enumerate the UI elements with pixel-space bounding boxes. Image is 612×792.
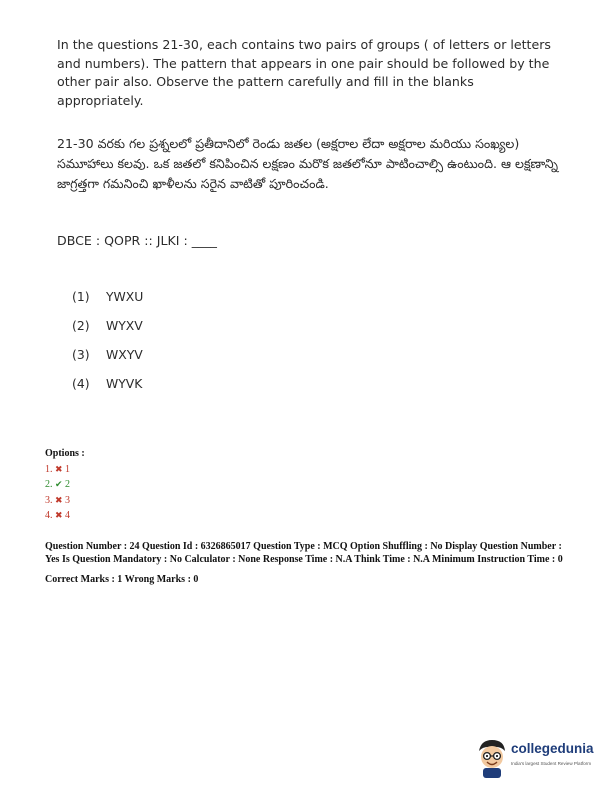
check-icon: ✔ bbox=[55, 479, 63, 489]
option-value: 4 bbox=[65, 510, 71, 521]
option-3 bbox=[45, 493, 85, 509]
choice-number: (3) bbox=[72, 347, 90, 362]
option-label: 2. bbox=[45, 479, 53, 490]
choice-number: (1) bbox=[72, 289, 90, 304]
choice-number: (4) bbox=[72, 376, 90, 391]
question-text-telugu: 21-30 వరకు గల ప్రశ్నలలో ప్రతీదానిలో రెండు జతల (అక్షరాల లేదా అక్షరాల మరియు సంఖ్యల) సమూహాలు కలవు. ఒక జతలో కనిపించిన లక్షణం మరొక జతలోనూ పాటించాల్సి ఉంటుంది. ఆ లక్షణాన్ని జాగ్రత్తగా గమనించి ఖాళీలను సరైన వాటితో పూరించండి. bbox=[57, 136, 558, 191]
choice-1 bbox=[72, 289, 143, 318]
marks-line: Correct Marks : 1 Wrong Marks : 0 bbox=[45, 574, 199, 585]
metadata-line: Question Number : 24 Question Id : 6326865017 Question Type : MCQ Option Shuffling : No Display Question Number : Yes Is Question Mandatory : No Calculator : None Response Time : N.A Think Time : N.A Minimum Instruction Time : 0 bbox=[45, 541, 563, 565]
question-text-english: In the questions 21-30, each contains two pairs of groups ( of letters or letters and numbers). The pattern that appears in one pair should be followed by the other pair also. Observe the pattern carefully and fill in the blanks appropriately. bbox=[57, 37, 551, 108]
option-label: 4. bbox=[45, 510, 53, 521]
cross-icon: ✖ bbox=[55, 494, 63, 505]
logo-tagline: India's largest Student Review Platform bbox=[511, 761, 592, 766]
answer-choices bbox=[72, 289, 143, 405]
collegedunia-logo bbox=[475, 737, 607, 781]
choice-4 bbox=[72, 376, 143, 405]
option-2 bbox=[45, 477, 85, 493]
choice-text: WXYV bbox=[105, 347, 143, 362]
choice-2 bbox=[72, 318, 143, 347]
logo-name: collegedunia bbox=[511, 741, 594, 756]
question-line: DBCE : QOPR :: JLKI : ____ bbox=[57, 233, 217, 248]
option-value: 3 bbox=[65, 494, 71, 506]
choice-text: WYVK bbox=[105, 376, 143, 391]
choice-number: (2) bbox=[72, 318, 90, 333]
option-value: 1 bbox=[65, 463, 71, 475]
choice-text: WYXV bbox=[105, 318, 143, 333]
option-value: 2 bbox=[65, 479, 71, 490]
option-4 bbox=[45, 508, 85, 524]
options-block bbox=[45, 446, 85, 524]
choice-text: YWXU bbox=[105, 289, 144, 304]
mascot-icon bbox=[475, 737, 509, 779]
option-1 bbox=[45, 462, 85, 478]
option-label: 3. bbox=[45, 494, 53, 506]
question-metadata bbox=[45, 541, 565, 587]
cross-icon: ✖ bbox=[55, 510, 63, 520]
choice-3 bbox=[72, 347, 143, 376]
option-label: 1. bbox=[45, 463, 53, 475]
cross-icon: ✖ bbox=[55, 463, 63, 474]
options-heading: Options : bbox=[45, 448, 85, 459]
